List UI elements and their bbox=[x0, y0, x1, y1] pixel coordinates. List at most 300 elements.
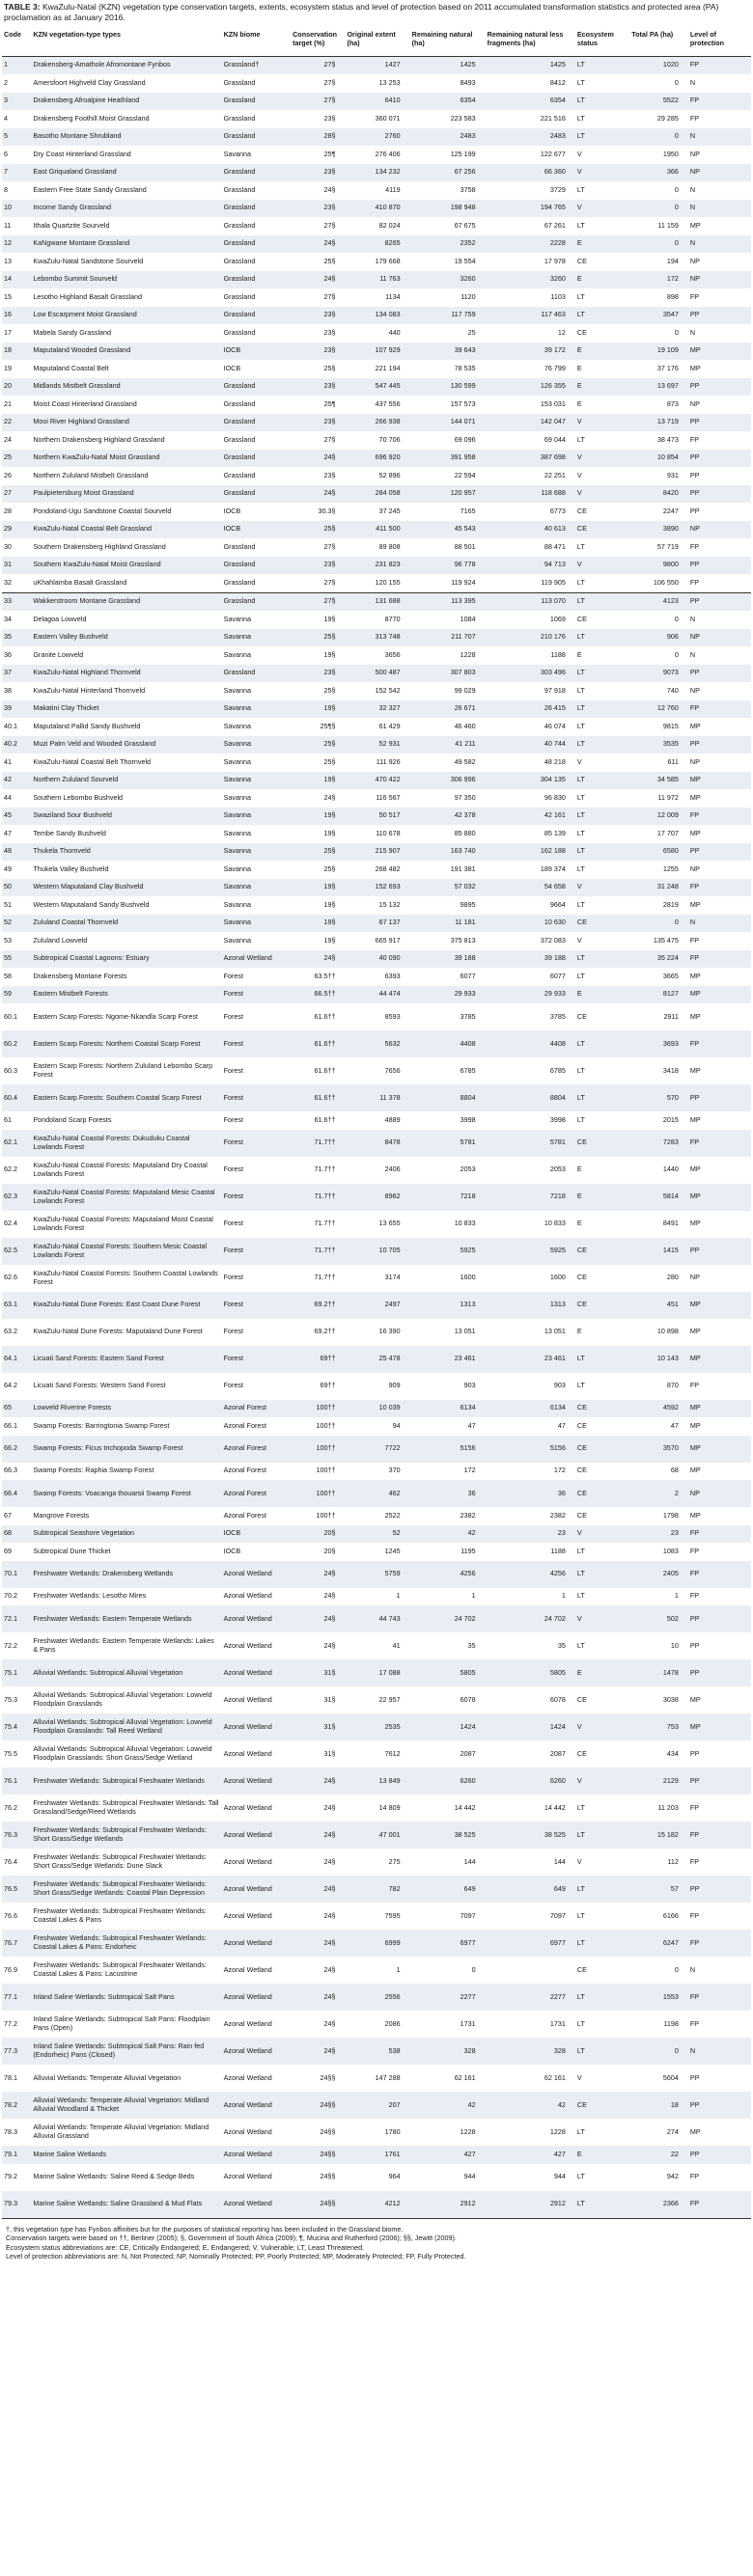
cell-original-extent: 5759 bbox=[345, 1561, 409, 1588]
cell-original-extent: 1 bbox=[345, 1588, 409, 1606]
cell-level-of-protection: FP bbox=[688, 1849, 751, 1876]
cell-vegetation-type: Eastern Scarp Forests: Southern Coastal Scarp Forest bbox=[31, 1084, 221, 1111]
cell-code: 31 bbox=[2, 557, 31, 575]
cell-remaining-natural: 1 bbox=[410, 1588, 486, 1606]
cell-biome: Azonal Wetland bbox=[222, 2038, 292, 2065]
cell-remaining-natural: 211 707 bbox=[410, 629, 486, 647]
cell-level-of-protection: FP bbox=[688, 1984, 751, 2011]
cell-ecosystem-status: E bbox=[575, 1319, 629, 1346]
cell-ecosystem-status: LT bbox=[575, 1561, 629, 1588]
cell-conservation-target: 27§ bbox=[291, 93, 345, 111]
cell-remaining-less-fragments: 94 713 bbox=[486, 557, 575, 575]
cell-original-extent: 6999 bbox=[345, 1930, 409, 1957]
cell-vegetation-type: Freshwater Wetlands: Subtropical Freshwater Wetlands: Coastal Lakes & Pans: Lacustrine bbox=[31, 1957, 221, 1984]
table-row bbox=[2, 1849, 751, 1876]
cell-remaining-natural: 42 378 bbox=[410, 808, 486, 826]
cell-ecosystem-status: V bbox=[575, 450, 629, 468]
cell-remaining-less-fragments: 96 830 bbox=[486, 789, 575, 808]
cell-original-extent: 462 bbox=[345, 1480, 409, 1507]
cell-vegetation-type: KwaZulu-Natal Coastal Forests: Maputaland Moist Coastal Lowlands Forest bbox=[31, 1211, 221, 1238]
cell-remaining-natural: 427 bbox=[410, 2146, 486, 2164]
cell-remaining-natural: 117 759 bbox=[410, 307, 486, 325]
cell-conservation-target: 61.6†† bbox=[291, 1111, 345, 1130]
cell-conservation-target: 27§ bbox=[291, 74, 345, 93]
cell-remaining-natural: 8493 bbox=[410, 74, 486, 93]
cell-original-extent: 10 039 bbox=[345, 1400, 409, 1418]
cell-original-extent: 16 390 bbox=[345, 1319, 409, 1346]
cell-level-of-protection: FP bbox=[688, 808, 751, 826]
table-row bbox=[2, 485, 751, 504]
cell-code: 45 bbox=[2, 808, 31, 826]
cell-level-of-protection: MP bbox=[688, 1211, 751, 1238]
cell-vegetation-type: Freshwater Wetlands: Subtropical Freshwater Wetlands: Tall Grassland/Sedge/Reed Wetlands bbox=[31, 1795, 221, 1822]
cell-conservation-target: 24§ bbox=[291, 1984, 345, 2011]
table-row bbox=[2, 2092, 751, 2119]
cell-total-pa: 1 bbox=[629, 1588, 688, 1606]
table-row bbox=[2, 1686, 751, 1713]
cell-remaining-natural: 19 554 bbox=[410, 253, 486, 271]
cell-ecosystem-status: LT bbox=[575, 217, 629, 235]
cell-conservation-target: 19§ bbox=[291, 772, 345, 790]
cell-level-of-protection: FP bbox=[688, 1903, 751, 1930]
cell-code: 29 bbox=[2, 521, 31, 539]
cell-conservation-target: 19§ bbox=[291, 825, 345, 843]
cell-code: 10 bbox=[2, 200, 31, 218]
cell-biome: Savanna bbox=[222, 146, 292, 164]
cell-remaining-natural: 3758 bbox=[410, 181, 486, 200]
cell-remaining-less-fragments: 67 261 bbox=[486, 217, 575, 235]
cell-conservation-target: 71.7†† bbox=[291, 1238, 345, 1265]
cell-remaining-less-fragments: 6773 bbox=[486, 503, 575, 521]
cell-biome: Azonal Wetland bbox=[222, 2164, 292, 2191]
cell-code: 67 bbox=[2, 1507, 31, 1525]
cell-ecosystem-status: LT bbox=[575, 592, 629, 611]
cell-conservation-target: 28§ bbox=[291, 128, 345, 147]
cell-total-pa: 3665 bbox=[629, 968, 688, 986]
table-row bbox=[2, 74, 751, 93]
table-row bbox=[2, 431, 751, 450]
cell-code: 15 bbox=[2, 288, 31, 307]
cell-ecosystem-status: CE bbox=[575, 1265, 629, 1292]
cell-level-of-protection: N bbox=[688, 1957, 751, 1984]
cell-remaining-less-fragments: 153 031 bbox=[486, 396, 575, 414]
cell-code: 42 bbox=[2, 772, 31, 790]
cell-total-pa: 502 bbox=[629, 1605, 688, 1632]
table-row bbox=[2, 1561, 751, 1588]
cell-level-of-protection: MP bbox=[688, 1292, 751, 1319]
cell-remaining-less-fragments: 118 688 bbox=[486, 485, 575, 504]
cell-remaining-less-fragments: 76 799 bbox=[486, 360, 575, 378]
cell-biome: Grassland bbox=[222, 467, 292, 485]
cell-ecosystem-status: E bbox=[575, 646, 629, 665]
cell-remaining-less-fragments: 39 188 bbox=[486, 950, 575, 969]
cell-conservation-target: 61.6†† bbox=[291, 1084, 345, 1111]
cell-conservation-target: 27§ bbox=[291, 431, 345, 450]
cell-vegetation-type: Northern KwaZulu-Natal Moist Grassland bbox=[31, 450, 221, 468]
cell-original-extent: 70 706 bbox=[345, 431, 409, 450]
cell-remaining-less-fragments: 303 496 bbox=[486, 665, 575, 683]
cell-level-of-protection: MP bbox=[688, 2119, 751, 2146]
cell-conservation-target: 71.7†† bbox=[291, 1265, 345, 1292]
cell-original-extent: 11 378 bbox=[345, 1084, 409, 1111]
table-row bbox=[2, 235, 751, 254]
cell-vegetation-type: KwaZulu-Natal Coastal Belt Grassland bbox=[31, 521, 221, 539]
cell-remaining-less-fragments: 189 374 bbox=[486, 861, 575, 879]
cell-original-extent: 207 bbox=[345, 2092, 409, 2119]
table-row bbox=[2, 754, 751, 772]
cell-vegetation-type: Eastern Mistbelt Forests bbox=[31, 986, 221, 1004]
cell-total-pa: 870 bbox=[629, 1373, 688, 1400]
cell-conservation-target: 25§ bbox=[291, 360, 345, 378]
cell-total-pa: 3890 bbox=[629, 521, 688, 539]
cell-total-pa: 38 473 bbox=[629, 431, 688, 450]
cell-conservation-target: 25¶ bbox=[291, 396, 345, 414]
cell-conservation-target: 27§ bbox=[291, 56, 345, 74]
cell-total-pa: 106 550 bbox=[629, 574, 688, 592]
cell-ecosystem-status: LT bbox=[575, 1795, 629, 1822]
cell-total-pa: 9073 bbox=[629, 665, 688, 683]
cell-conservation-target: 25§ bbox=[291, 754, 345, 772]
cell-remaining-natural: 1084 bbox=[410, 611, 486, 629]
table-row bbox=[2, 1030, 751, 1057]
cell-total-pa: 135 475 bbox=[629, 932, 688, 950]
cell-level-of-protection: N bbox=[688, 611, 751, 629]
cell-vegetation-type: Lebombo Summit Sourveld bbox=[31, 271, 221, 289]
cell-remaining-less-fragments: 40 744 bbox=[486, 736, 575, 754]
cell-remaining-less-fragments: 8804 bbox=[486, 1084, 575, 1111]
cell-remaining-less-fragments: 1069 bbox=[486, 611, 575, 629]
cell-original-extent: 440 bbox=[345, 324, 409, 343]
cell-conservation-target: 100†† bbox=[291, 1417, 345, 1436]
cell-ecosystem-status: E bbox=[575, 235, 629, 254]
cell-level-of-protection: N bbox=[688, 646, 751, 665]
cell-code: 25 bbox=[2, 450, 31, 468]
cell-total-pa: 57 bbox=[629, 1876, 688, 1903]
cell-remaining-less-fragments: 427 bbox=[486, 2146, 575, 2164]
cell-original-extent: 44 474 bbox=[345, 986, 409, 1004]
header-total-pa: Total PA (ha) bbox=[629, 29, 688, 56]
cell-total-pa: 942 bbox=[629, 2164, 688, 2191]
cell-ecosystem-status: E bbox=[575, 1659, 629, 1686]
cell-ecosystem-status: V bbox=[575, 879, 629, 897]
cell-total-pa: 23 bbox=[629, 1525, 688, 1544]
cell-biome: Grassland bbox=[222, 181, 292, 200]
cell-vegetation-type: Eastern Valley Bushveld bbox=[31, 629, 221, 647]
cell-conservation-target: 25¶§ bbox=[291, 718, 345, 736]
cell-remaining-less-fragments: 113 070 bbox=[486, 592, 575, 611]
table-row bbox=[2, 200, 751, 218]
cell-conservation-target: 25§ bbox=[291, 682, 345, 700]
cell-code: 62.4 bbox=[2, 1211, 31, 1238]
cell-total-pa: 5814 bbox=[629, 1184, 688, 1211]
cell-conservation-target: 25§ bbox=[291, 843, 345, 862]
cell-level-of-protection: MP bbox=[688, 825, 751, 843]
cell-vegetation-type: KwaZulu-Natal Coastal Forests: Dukuduku Coastal Lowlands Forest bbox=[31, 1130, 221, 1157]
cell-ecosystem-status: V bbox=[575, 1605, 629, 1632]
cell-code: 75.1 bbox=[2, 1659, 31, 1686]
cell-remaining-natural: 1425 bbox=[410, 56, 486, 74]
cell-vegetation-type: Eastern Scarp Forests: Ngome-Nkandla Scarp Forest bbox=[31, 1003, 221, 1030]
cell-remaining-natural: 1313 bbox=[410, 1292, 486, 1319]
cell-remaining-natural: 903 bbox=[410, 1373, 486, 1400]
table-row bbox=[2, 932, 751, 950]
cell-ecosystem-status: LT bbox=[575, 1111, 629, 1130]
vegetation-table bbox=[2, 29, 751, 2218]
cell-remaining-natural: 67 675 bbox=[410, 217, 486, 235]
cell-ecosystem-status: LT bbox=[575, 718, 629, 736]
cell-remaining-natural: 78 535 bbox=[410, 360, 486, 378]
cell-total-pa: 4123 bbox=[629, 592, 688, 611]
table-row bbox=[2, 665, 751, 683]
cell-original-extent: 67 137 bbox=[345, 915, 409, 933]
cell-vegetation-type: Eastern Free State Sandy Grassland bbox=[31, 181, 221, 200]
cell-biome: Savanna bbox=[222, 736, 292, 754]
cell-remaining-less-fragments: 36 bbox=[486, 1480, 575, 1507]
cell-remaining-natural: 47 bbox=[410, 1417, 486, 1436]
cell-conservation-target: 61.6†† bbox=[291, 1030, 345, 1057]
cell-ecosystem-status: E bbox=[575, 396, 629, 414]
cell-original-extent: 3656 bbox=[345, 646, 409, 665]
cell-ecosystem-status: LT bbox=[575, 1876, 629, 1903]
cell-biome: Azonal Forest bbox=[222, 1436, 292, 1463]
cell-remaining-natural: 198 948 bbox=[410, 200, 486, 218]
cell-remaining-less-fragments: 35 bbox=[486, 1632, 575, 1659]
cell-total-pa: 898 bbox=[629, 288, 688, 307]
cell-remaining-natural: 1228 bbox=[410, 2119, 486, 2146]
cell-code: 16 bbox=[2, 307, 31, 325]
cell-code: 30 bbox=[2, 538, 31, 557]
table-row bbox=[2, 1876, 751, 1903]
cell-biome: Savanna bbox=[222, 879, 292, 897]
table-header bbox=[2, 29, 751, 56]
cell-conservation-target: 100†† bbox=[291, 1463, 345, 1481]
cell-original-extent: 22 957 bbox=[345, 1686, 409, 1713]
cell-total-pa: 906 bbox=[629, 629, 688, 647]
cell-vegetation-type: Alluvial Wetlands: Temperate Alluvial Vegetation: Midland Alluvial Woodland & Thicket bbox=[31, 2092, 221, 2119]
cell-remaining-less-fragments: 2382 bbox=[486, 1507, 575, 1525]
cell-vegetation-type: KwaZulu-Natal Dune Forests: East Coast Dune Forest bbox=[31, 1292, 221, 1319]
cell-original-extent: 1134 bbox=[345, 288, 409, 307]
table-row bbox=[2, 538, 751, 557]
cell-total-pa: 280 bbox=[629, 1265, 688, 1292]
cell-biome: Savanna bbox=[222, 629, 292, 647]
cell-remaining-natural: 62 161 bbox=[410, 2065, 486, 2092]
cell-conservation-target: 24§ bbox=[291, 271, 345, 289]
table-row bbox=[2, 1632, 751, 1659]
cell-biome: Savanna bbox=[222, 754, 292, 772]
cell-original-extent: 94 bbox=[345, 1417, 409, 1436]
cell-original-extent: 538 bbox=[345, 2038, 409, 2065]
cell-original-extent: 147 288 bbox=[345, 2065, 409, 2092]
cell-level-of-protection: MP bbox=[688, 1157, 751, 1184]
cell-level-of-protection: MP bbox=[688, 1507, 751, 1525]
cell-ecosystem-status: E bbox=[575, 1157, 629, 1184]
cell-level-of-protection: MP bbox=[688, 1417, 751, 1436]
cell-level-of-protection: MP bbox=[688, 1686, 751, 1713]
cell-remaining-less-fragments: 39 172 bbox=[486, 343, 575, 361]
cell-vegetation-type: Granite Lowveld bbox=[31, 646, 221, 665]
table-row bbox=[2, 1903, 751, 1930]
cell-vegetation-type: Swamp Forests: Ficus trichopoda Swamp Forest bbox=[31, 1436, 221, 1463]
cell-ecosystem-status: LT bbox=[575, 1984, 629, 2011]
cell-total-pa: 7283 bbox=[629, 1130, 688, 1157]
cell-ecosystem-status: V bbox=[575, 754, 629, 772]
cell-vegetation-type: Mabela Sandy Grassland bbox=[31, 324, 221, 343]
cell-total-pa: 0 bbox=[629, 200, 688, 218]
cell-biome: Forest bbox=[222, 1130, 292, 1157]
cell-biome: Azonal Wetland bbox=[222, 1930, 292, 1957]
cell-ecosystem-status: LT bbox=[575, 808, 629, 826]
cell-code: 72.2 bbox=[2, 1632, 31, 1659]
cell-original-extent: 44 743 bbox=[345, 1605, 409, 1632]
table-row bbox=[2, 843, 751, 862]
table-row bbox=[2, 1984, 751, 2011]
cell-biome: Forest bbox=[222, 1084, 292, 1111]
cell-conservation-target: 23§ bbox=[291, 343, 345, 361]
cell-remaining-less-fragments: 7097 bbox=[486, 1903, 575, 1930]
cell-ecosystem-status: LT bbox=[575, 1030, 629, 1057]
cell-level-of-protection: MP bbox=[688, 1057, 751, 1084]
cell-total-pa: 2405 bbox=[629, 1561, 688, 1588]
cell-original-extent: 116 567 bbox=[345, 789, 409, 808]
cell-conservation-target: 24§ bbox=[291, 789, 345, 808]
cell-level-of-protection: MP bbox=[688, 896, 751, 915]
cell-original-extent: 52 931 bbox=[345, 736, 409, 754]
table-row bbox=[2, 1211, 751, 1238]
cell-biome: IOCB bbox=[222, 521, 292, 539]
table-row bbox=[2, 1436, 751, 1463]
cell-remaining-less-fragments: 1188 bbox=[486, 646, 575, 665]
cell-conservation-target: 61.6†† bbox=[291, 1003, 345, 1030]
cell-code: 2 bbox=[2, 74, 31, 93]
table-row bbox=[2, 378, 751, 397]
cell-ecosystem-status: CE bbox=[575, 521, 629, 539]
cell-remaining-natural: 39 188 bbox=[410, 950, 486, 969]
table-row bbox=[2, 1057, 751, 1084]
cell-remaining-less-fragments: 7218 bbox=[486, 1184, 575, 1211]
cell-biome: Grassland bbox=[222, 307, 292, 325]
cell-ecosystem-status: CE bbox=[575, 1400, 629, 1418]
cell-biome: Grassland bbox=[222, 538, 292, 557]
cell-remaining-natural: 6977 bbox=[410, 1930, 486, 1957]
cell-code: 62.1 bbox=[2, 1130, 31, 1157]
cell-ecosystem-status: LT bbox=[575, 1930, 629, 1957]
cell-vegetation-type: East Griqualand Grassland bbox=[31, 164, 221, 182]
cell-conservation-target: 25§ bbox=[291, 629, 345, 647]
cell-ecosystem-status: LT bbox=[575, 93, 629, 111]
cell-remaining-less-fragments bbox=[486, 1957, 575, 1984]
table-row bbox=[2, 574, 751, 592]
cell-remaining-natural: 6785 bbox=[410, 1057, 486, 1084]
cell-ecosystem-status: E bbox=[575, 986, 629, 1004]
cell-total-pa: 0 bbox=[629, 915, 688, 933]
cell-conservation-target: 24§§ bbox=[291, 2119, 345, 2146]
table-row bbox=[2, 1525, 751, 1544]
cell-biome: Forest bbox=[222, 1265, 292, 1292]
cell-remaining-less-fragments: 372 083 bbox=[486, 932, 575, 950]
cell-remaining-natural: 391 958 bbox=[410, 450, 486, 468]
cell-biome: IOCB bbox=[222, 1543, 292, 1561]
cell-remaining-less-fragments: 62 161 bbox=[486, 2065, 575, 2092]
cell-level-of-protection: MP bbox=[688, 1400, 751, 1418]
cell-biome: Azonal Wetland bbox=[222, 950, 292, 969]
cell-total-pa: 13 719 bbox=[629, 414, 688, 432]
cell-biome: Azonal Wetland bbox=[222, 1768, 292, 1795]
table-row bbox=[2, 611, 751, 629]
cell-remaining-less-fragments: 304 135 bbox=[486, 772, 575, 790]
cell-conservation-target: 24§ bbox=[291, 235, 345, 254]
cell-biome: Forest bbox=[222, 1057, 292, 1084]
cell-conservation-target: 23§ bbox=[291, 200, 345, 218]
cell-code: 40.2 bbox=[2, 736, 31, 754]
cell-total-pa: 1440 bbox=[629, 1157, 688, 1184]
cell-vegetation-type: Freshwater Wetlands: Subtropical Freshwater Wetlands: Coastal Lakes & Pans bbox=[31, 1903, 221, 1930]
cell-ecosystem-status: LT bbox=[575, 110, 629, 128]
cell-level-of-protection: FP bbox=[688, 431, 751, 450]
cell-ecosystem-status: CE bbox=[575, 1740, 629, 1768]
cell-ecosystem-status: CE bbox=[575, 1130, 629, 1157]
cell-conservation-target: 25§ bbox=[291, 521, 345, 539]
cell-total-pa: 451 bbox=[629, 1292, 688, 1319]
cell-biome: Azonal Wetland bbox=[222, 2065, 292, 2092]
cell-code: 66.4 bbox=[2, 1480, 31, 1507]
cell-vegetation-type: Maputaland Wooded Grassland bbox=[31, 343, 221, 361]
cell-total-pa: 6247 bbox=[629, 1930, 688, 1957]
cell-total-pa: 1198 bbox=[629, 2011, 688, 2038]
cell-total-pa: 9815 bbox=[629, 718, 688, 736]
cell-biome: Azonal Wetland bbox=[222, 1686, 292, 1713]
cell-biome: Azonal Wetland bbox=[222, 2146, 292, 2164]
cell-code: 66.3 bbox=[2, 1463, 31, 1481]
cell-remaining-natural: 49 582 bbox=[410, 754, 486, 772]
cell-ecosystem-status: LT bbox=[575, 665, 629, 683]
cell-conservation-target: 24§ bbox=[291, 1768, 345, 1795]
cell-biome: Savanna bbox=[222, 843, 292, 862]
header-vegetation-type: KZN vegetation-type types bbox=[31, 29, 221, 56]
cell-biome: IOCB bbox=[222, 1525, 292, 1544]
cell-original-extent: 52 bbox=[345, 1525, 409, 1544]
cell-biome: Grassland bbox=[222, 396, 292, 414]
cell-code: 62.2 bbox=[2, 1157, 31, 1184]
cell-code: 72.1 bbox=[2, 1605, 31, 1632]
cell-conservation-target: 27§ bbox=[291, 217, 345, 235]
cell-code: 11 bbox=[2, 217, 31, 235]
cell-original-extent: 8962 bbox=[345, 1184, 409, 1211]
cell-conservation-target: 19§ bbox=[291, 915, 345, 933]
cell-vegetation-type: Freshwater Wetlands: Subtropical Freshwater Wetlands bbox=[31, 1768, 221, 1795]
cell-biome: Grassland bbox=[222, 485, 292, 504]
cell-code: 79.1 bbox=[2, 2146, 31, 2164]
cell-conservation-target: 23§ bbox=[291, 164, 345, 182]
cell-conservation-target: 24§ bbox=[291, 181, 345, 200]
cell-conservation-target: 24§ bbox=[291, 950, 345, 969]
cell-code: 64.2 bbox=[2, 1373, 31, 1400]
table-row bbox=[2, 467, 751, 485]
cell-biome: Savanna bbox=[222, 772, 292, 790]
table-row bbox=[2, 1184, 751, 1211]
cell-level-of-protection: PP bbox=[688, 1605, 751, 1632]
cell-conservation-target: 31§ bbox=[291, 1740, 345, 1768]
cell-remaining-natural: 307 803 bbox=[410, 665, 486, 683]
table-row bbox=[2, 1265, 751, 1292]
table-row bbox=[2, 1292, 751, 1319]
cell-ecosystem-status: LT bbox=[575, 431, 629, 450]
cell-remaining-less-fragments: 2912 bbox=[486, 2191, 575, 2218]
table-row bbox=[2, 1713, 751, 1740]
table-row bbox=[2, 217, 751, 235]
cell-remaining-natural: 13 051 bbox=[410, 1319, 486, 1346]
cell-biome: Azonal Wetland bbox=[222, 2092, 292, 2119]
